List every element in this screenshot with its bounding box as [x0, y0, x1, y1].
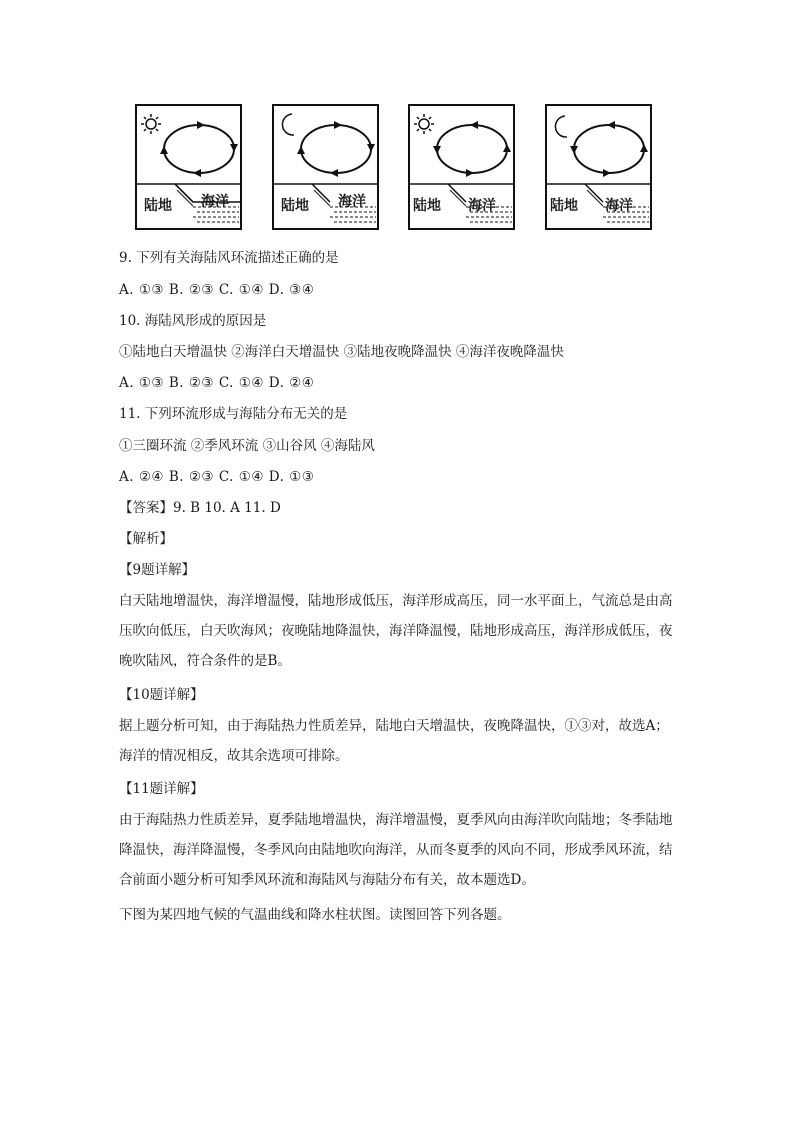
detail10-heading: 【10题详解】: [119, 687, 204, 703]
land-label: 陆地: [281, 198, 309, 214]
q11-options: A. ②④ B. ②③ C. ①④ D. ①③: [119, 469, 315, 485]
detail10-text: 据上题分析可知，由于海陆热力性质差异，陆地白天增温快，夜晚降温快，①③对，故选A；海洋的情况相反，故其余选项可排除。: [119, 718, 669, 764]
q9-options: A. ①③ B. ②③ C. ①④ D. ③④: [119, 282, 315, 298]
sea-label: 海洋: [468, 198, 496, 214]
sea-label: 海洋: [201, 194, 229, 210]
next-intro: 下图为某四地气候的气温曲线和降水柱状图。读图回答下列各题。: [119, 907, 511, 923]
q11-items: ①三圈环流 ②季风环流 ③山谷风 ④海陆风: [119, 438, 375, 454]
diagram-2: [272, 104, 379, 230]
detail9-text: 白天陆地增温快，海洋增温慢，陆地形成低压，海洋形成高压，同一水平面上，气流总是由高压吹向低压，白天吹海风；夜晚陆地降温快，海洋降温慢，陆地形成高压，海洋形成低压，夜晚吹陆风，符合条件的是B。: [119, 593, 673, 669]
q9-stem: 9. 下列有关海陆风环流描述正确的是: [119, 250, 339, 266]
answer-line: 【答案】9. B 10. A 11. D: [119, 500, 281, 516]
circulation-diagrams: [135, 104, 655, 230]
analysis-heading: 【解析】: [119, 531, 173, 547]
land-label: 陆地: [550, 198, 578, 214]
diagram-4: [545, 104, 652, 230]
detail9-heading: 【9题详解】: [119, 562, 196, 578]
detail11-heading: 【11题详解】: [119, 781, 204, 797]
diagram-1: [135, 104, 242, 230]
land-label: 陆地: [413, 198, 441, 214]
sea-label: 海洋: [338, 194, 366, 210]
diagram-3: [408, 104, 515, 230]
q10-stem: 10. 海陆风形成的原因是: [119, 313, 267, 329]
q11-stem: 11. 下列环流形成与海陆分布无关的是: [119, 406, 348, 422]
q10-options: A. ①③ B. ②③ C. ①④ D. ②④: [119, 375, 315, 391]
q10-items: ①陆地白天增温快 ②海洋白天增温快 ③陆地夜晚降温快 ④海洋夜晚降温快: [119, 344, 564, 360]
detail11-text: 由于海陆热力性质差异，夏季陆地增温快，海洋增温慢，夏季风向由海洋吹向陆地；冬季陆地降温快，海洋降温慢，冬季风向由陆地吹向海洋，从而冬夏季的风向不同，形成季风环流，结合前面小题分析可知季风环流和海陆风与海陆分布有关，故本题选D。: [119, 812, 673, 888]
sea-label: 海洋: [605, 198, 633, 214]
land-label: 陆地: [144, 198, 172, 214]
